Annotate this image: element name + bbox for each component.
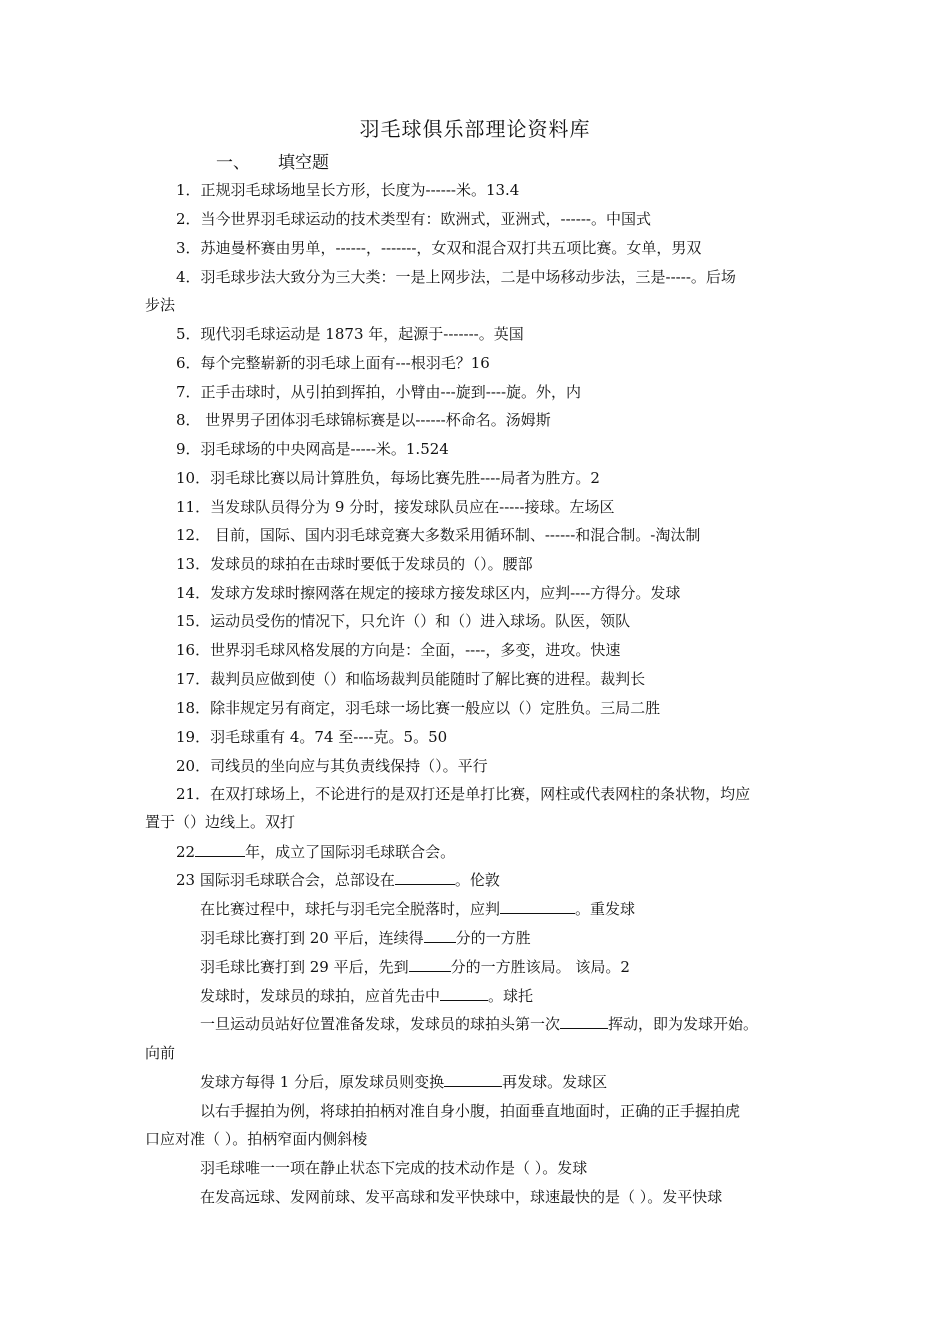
question-line: 8． 世界男子团体羽毛球锦标赛是以------杯命名。汤姆斯 — [176, 411, 551, 429]
question-line: 17．裁判员应做到使（）和临场裁判员能随时了解比赛的进程。裁判长 — [176, 670, 646, 688]
answer-blank — [440, 986, 488, 1001]
blank-question-text: 。伦敦 — [454, 871, 500, 889]
blank-question-text: 年，成立了国际羽毛球联合会。 — [245, 843, 456, 861]
question-line: 7．正手击球时，从引拍到挥拍，小臂由---旋到----旋。外，内 — [176, 383, 582, 401]
question-line: 羽毛球唯一一项在静止状态下完成的技术动作是（ ）。发球 — [200, 1159, 588, 1177]
question-line: 21．在双打球场上，不论进行的是双打还是单打比赛，网柱或代表网柱的条状物，均应 — [176, 785, 751, 803]
blank-question-text: 发球时，发球员的球拍，应首先击中 — [200, 987, 441, 1005]
question-line: 14．发球方发球时擦网落在规定的接球方接发球区内，应判----方得分。发球 — [176, 584, 681, 602]
blank-question-line — [176, 842, 455, 862]
blank-question-text: 一旦运动员站好位置准备发球，发球员的球拍头第一次 — [200, 1015, 561, 1033]
question-line: 以右手握拍为例，将球拍拍柄对准自身小腹，拍面垂直地面时，正确的正手握拍虎 — [200, 1102, 741, 1120]
blank-question-text: 分的一方胜 — [455, 929, 531, 947]
blank-question-line — [200, 928, 531, 948]
question-line: 2．当今世界羽毛球运动的技术类型有：欧洲式，亚洲式，------。中国式 — [176, 210, 651, 228]
blank-question-line — [176, 870, 500, 890]
question-line: 18．除非规定另有商定，羽毛球一场比赛一般应以（）定胜负。三局二胜 — [176, 699, 661, 717]
question-line: 15．运动员受伤的情况下，只允许（）和（）进入球场。队医，领队 — [176, 612, 631, 630]
section-number: 一、 — [216, 153, 250, 173]
answer-blank — [500, 899, 575, 914]
question-line-continued: 向前 — [145, 1044, 176, 1062]
question-line-continued: 步法 — [145, 296, 176, 314]
blank-question-text: 在比赛过程中，球托与羽毛完全脱落时，应判 — [200, 900, 501, 918]
blank-question-line — [200, 986, 533, 1006]
question-line: 20．司线员的坐向应与其负责线保持（）。平行 — [176, 757, 488, 775]
question-line-continued: 口应对准（ ）。拍柄窄面内侧斜棱 — [145, 1130, 368, 1148]
blank-question-line — [200, 1072, 607, 1092]
question-line: 5．现代羽毛球运动是 1873 年，起源于-------。英国 — [176, 325, 524, 343]
blank-question-text: 。重发球 — [575, 900, 636, 918]
blank-question-text: 羽毛球比赛打到 29 平后，先到 — [200, 958, 409, 976]
blank-question-line — [200, 1014, 758, 1034]
question-line: 11．当发球队员得分为 9 分时，接发球队员应在-----接球。左场区 — [176, 498, 615, 516]
answer-blank — [560, 1014, 608, 1029]
question-line: 6．每个完整崭新的羽毛球上面有---根羽毛？16 — [176, 354, 490, 372]
section-label: 填空题 — [278, 153, 329, 173]
blank-question-text: 发球方每得 1 分后，原发球员则变换 — [200, 1073, 445, 1091]
question-line: 16．世界羽毛球风格发展的方向是：全面，----，多变，进攻。快速 — [176, 641, 621, 659]
question-line: 10．羽毛球比赛以局计算胜负，每场比赛先胜----局者为胜方。2 — [176, 469, 600, 487]
question-line: 9．羽毛球场的中央网高是-----米。1.524 — [176, 440, 449, 458]
blank-question-text: 。球托 — [488, 987, 534, 1005]
question-line: 13．发球员的球拍在击球时要低于发球员的（）。腰部 — [176, 555, 533, 573]
blank-question-line — [200, 957, 630, 977]
blank-question-text: 羽毛球比赛打到 20 平后，连续得 — [200, 929, 424, 947]
question-line: 4．羽毛球步法大致分为三大类：一是上网步法，二是中场移动步法，三是-----。后场 — [176, 268, 736, 286]
answer-blank — [444, 1072, 502, 1087]
blank-question-text: 23 国际羽毛球联合会，总部设在 — [176, 871, 395, 889]
question-line: 1．正规羽毛球场地呈长方形，长度为------米。13.4 — [176, 181, 520, 199]
blank-question-line — [200, 899, 635, 919]
answer-blank — [395, 870, 455, 885]
question-line: 在发高远球、发网前球、发平高球和发平快球中，球速最快的是（ ）。发平快球 — [200, 1188, 723, 1206]
blank-question-text: 再发球。发球区 — [502, 1073, 608, 1091]
blank-question-text: 分的一方胜该局。 该局。2 — [450, 958, 630, 976]
blank-question-text: 22 — [176, 843, 196, 861]
question-line: 12． 目前，国际、国内羽毛球竞赛大多数采用循环制、------和混合制。-淘汰制 — [176, 526, 701, 544]
question-line-continued: 置于（）边线上。双打 — [145, 813, 296, 831]
question-line: 19．羽毛球重有 4。74 至----克。5。50 — [176, 728, 448, 746]
answer-blank — [409, 957, 451, 972]
page-title: 羽毛球俱乐部理论资料库 — [359, 117, 591, 141]
question-line: 3．苏迪曼杯赛由男单，------，-------，女双和混合双打共五项比赛。女单，男双 — [176, 239, 702, 257]
blank-question-text: 挥动，即为发球开始。 — [608, 1015, 759, 1033]
section-heading — [216, 148, 329, 173]
answer-blank — [195, 842, 245, 857]
answer-blank — [424, 928, 456, 943]
